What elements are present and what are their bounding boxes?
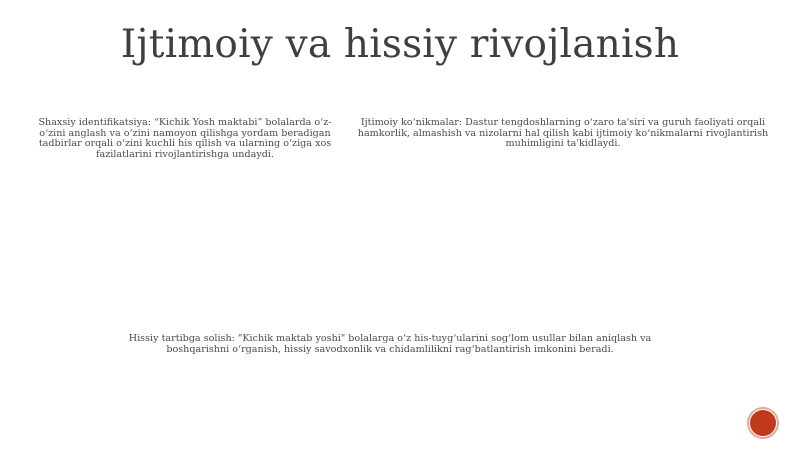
- slide-title: Ijtimoiy va hissiy rivojlanish: [120, 22, 680, 67]
- text-block-emotional-regulation: Hissiy tartibga solish: "Kichik maktab yoshi" bolalarga o‘z his-tuyg‘ularini sog‘lom usullar bilan aniqlash va boshqarishni o‘rganish, hissiy savodxonlik va chidamlilikni rag‘batlantirish imkonini beradi.: [128, 333, 652, 355]
- next-slide-button[interactable]: [747, 407, 779, 439]
- text-block-personal-identity: Shaxsiy identifikatsiya: “Kichik Yosh maktabi” bolalarda o‘z-o‘zini anglash va o‘zini namoyon qilishga yordam beradigan tadbirlar orqali o‘zini kuchli his qilish va ularning o‘ziga xos fazilatlarini rivojlantirishga undaydi.: [38, 117, 332, 160]
- text-block-social-skills: Ijtimoiy ko‘nikmalar: Dastur tengdoshlarning o‘zaro ta'siri va guruh faoliyati orqali hamkorlik, almashish va nizolarni hal qilish kabi ijtimoiy ko‘nikmalarni rivojlantirish muhimligini ta'kidlaydi.: [357, 117, 769, 149]
- next-slide-circle-icon: [749, 409, 777, 437]
